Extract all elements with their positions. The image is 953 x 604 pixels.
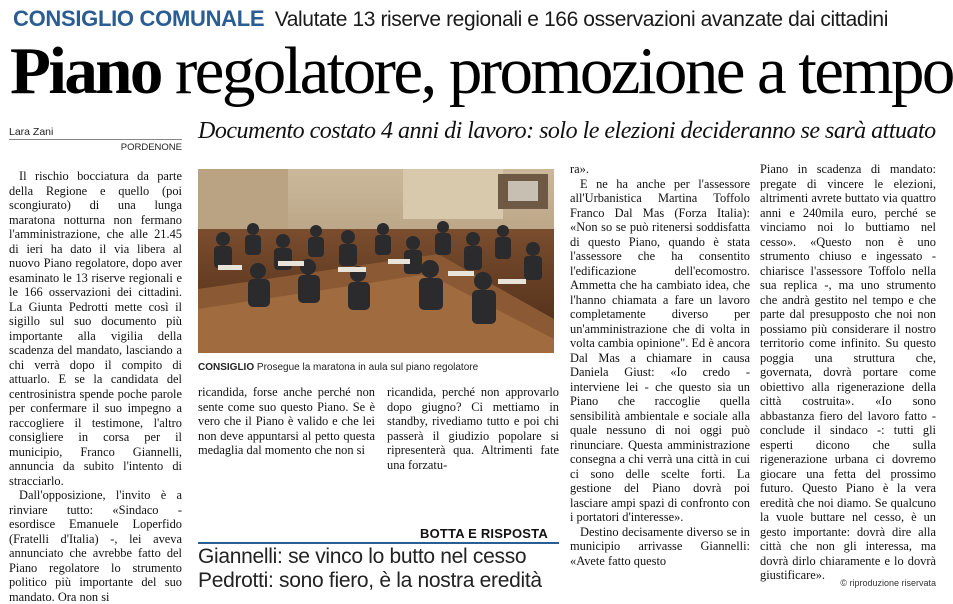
photo-caption (198, 362, 558, 373)
article-column-1 (9, 169, 182, 604)
dateline-city: PORDENONE (120, 142, 182, 153)
section-label: CONSIGLIO COMUNALE (13, 6, 265, 31)
article-column-5 (760, 162, 936, 582)
paragraph: Piano in scadenza di mandato: pregate di vincere le elezioni, altrimenti avrete buttato via quattro anni e 240mila euro, perché se vinciamo noi lo buttiamo nel cesso». «Questo non è uno strumento chiuso e ingessato - chiarisce l'assessore Toffolo nella sua replica -, ma uno strumento che andrà gestito nel tempo e che parte dal presupposto che noi non possiamo più considerare il nostro territorio come infinito. Su questo poggia una struttura che, governata, dovrà portare come obiettivo alla rigenerazione della città costruita». «Io sono abbastanza fiero del lavoro fatto - conclude il sindaco -: tutti gli esperti dicono che sulla rigenerazione urbana ci dovremo giocare una fetta del prossimo futuro. Questo Piano è la vera eredità che noi diamo. Se qualcuno la vuole buttare nel cesso, è un gesto importante: dovrà dire alla città che non gli interessa, ma dovrà dirlo chiaramente e lo dovrà giustificare». (760, 162, 936, 582)
botta-risposta-title: BOTTA E RISPOSTA (420, 526, 548, 541)
author-name: Lara Zani (9, 126, 54, 138)
council-photo (198, 169, 554, 353)
headline (10, 34, 953, 108)
kicker (13, 6, 938, 34)
article-column-3 (387, 385, 559, 505)
paragraph: ricandida, forse anche perché non sente come suo questo Piano. Se è vero che il Piano è valido e che lei non deve appuntarsi al petto questa medaglia dal momento che non si (198, 385, 375, 457)
caption-label: CONSIGLIO (198, 362, 255, 373)
byline-divider (9, 139, 182, 140)
caption-text: Prosegue la maratona in aula sul piano regolatore (256, 362, 479, 373)
headline-rest: regolatore, promozione a tempo (174, 34, 953, 108)
paragraph: ra». (570, 162, 589, 176)
paragraph: ricandida, perché non approvarlo dopo giugno? Ci mettiamo in standby, rivediamo tutto e poi chi passerà il giudizio popolare si ripresenterà qua. Altrimenti fate una forzatu- (387, 385, 559, 472)
botta-risposta-divider (198, 542, 559, 544)
subheadline: Documento costato 4 anni di lavoro: solo le elezioni decideranno se sarà attuato (198, 118, 936, 144)
article-column-4 (570, 162, 750, 592)
botta-risposta-quote-1: Giannelli: se vinco lo butto nel cesso (198, 545, 527, 568)
headline-bold: Piano (10, 34, 161, 108)
botta-risposta-quote-2: Pedrotti: sono fiero, è la nostra eredità (198, 569, 542, 592)
paragraph: Dall'opposizione, l'invito è a rinviare tutto: «Sindaco - esordisce Emanuele Loperfido (Fratelli d'Italia) -, lei aveva annunciato che avrebbe fatto del Piano regolatore lo strumento politico più importante del suo mandato. Ora non si (9, 488, 182, 604)
council-chamber-image (198, 169, 554, 353)
copyright-notice: © riproduzione riservata (840, 578, 936, 588)
paragraph: E ne ha anche per l'assessore all'Urbanistica Martina Toffolo Franco Dal Mas (Forza Italia): «Non so se può ritenersi soddisfatta di questo Piano, quando è stata l'assessore che ha consentito l'edificazione dell'ecomostro. Ammetta che ha cambiato idea, che l'hanno chiamata a fare un lavoro completamente diverso per un'amministrazione che di volta in volta cambia opinione". Ed è ancora Dal Mas a chiamare in causa Daniela Giust: «Io credo - interviene lei - che questo sia un Piano che raccoglie quella sensibilità ambientale e sociale alla quale nessuno di noi oggi può rinunciare. Questa amministrazione consegna a chi verrà una città in cui ci sono delle scelte forti. La gestione del Piano dovrà poi lasciare ampi spazi di confronto con i portatori d'interesse». (570, 176, 750, 524)
paragraph: Il rischio bocciatura da parte della Regione e quello (poi scongiurato) di una lunga maratona notturna non fermano l'amministrazione, che alle 21.45 di ieri ha dato il via libera al nuovo Piano regolatore, dopo aver esaminato le 13 riserve regionali e le 166 osservazioni dei cittadini. La Giunta Pedrotti mette così il sigillo sul suo documento più importante alla vigilia della scadenza del mandato, lasciando a chi verrà dopo il compito di attuarlo. E se la candidata del centrosinistra spende poche parole per confermare il suo impegno a raccogliere il testimone, l'altro consigliere in corsa per il municipio, Franco Giannelli, annuncia da subito l'intento di stracciarlo. (9, 169, 182, 488)
paragraph: Destino decisamente diverso se in municipio arrivasse Giannelli: «Avete fatto questo (570, 524, 750, 568)
kicker-text: Valutate 13 riserve regionali e 166 osservazioni avanzate dai cittadini (274, 8, 888, 31)
